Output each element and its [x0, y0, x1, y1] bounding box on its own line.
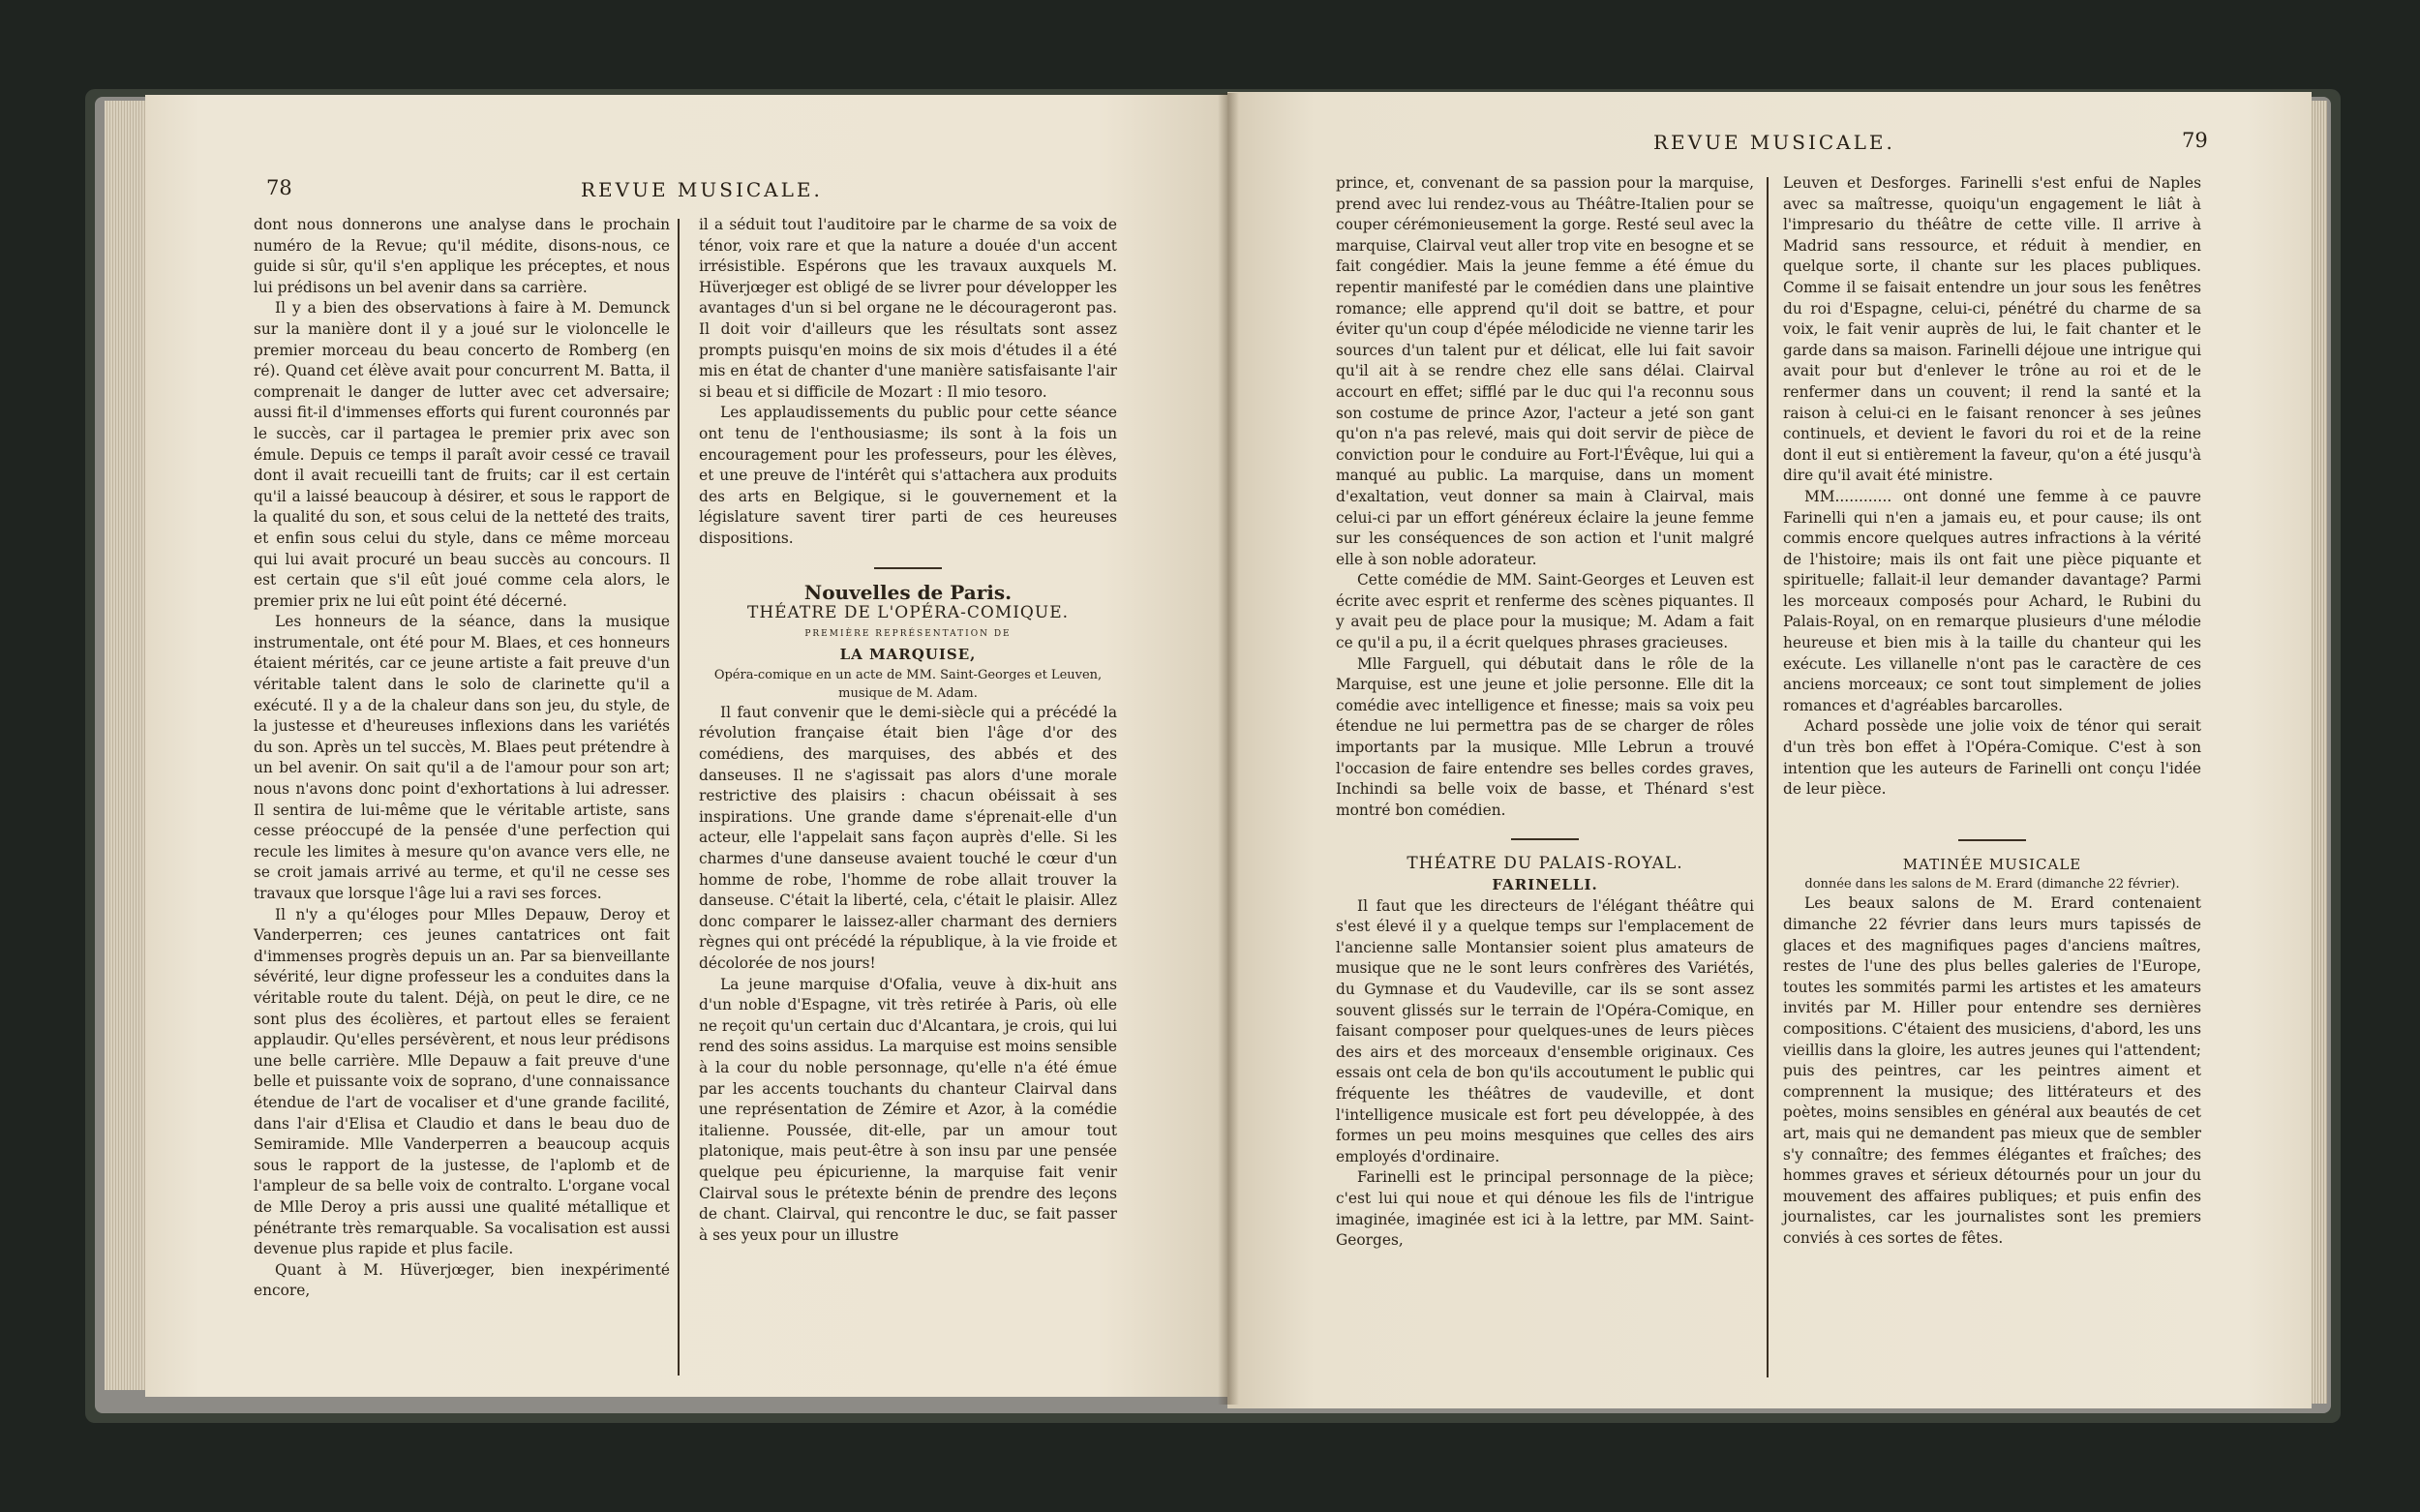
section-title: Nouvelles de Paris. [803, 580, 1013, 604]
column-rule [678, 219, 680, 1376]
paragraph: Il faut convenir que le demi-siècle qui a précédé la révolution française était bien l'âge d'or des comédiens, des marquises, des abbés et des danseuses. Il ne s'agissait pas alors d'une morale restrictive des plaisirs : chacun obéissait à ses inspirations. Une grande dame s'éprenait-elle d'un acteur, elle l'appelait sans façon auprès d'elle. Si les charmes d'une danseuse avaient touché le cœur d'un homme de robe, l'homme de robe allait trouver la danseuse. C'était la liberté, cela, c'était le plaisir. Allez donc comparer le laissez-aller charmant des derniers règnes qui ont précédé la république, à la vie froide et décolorée de nos jours! [699, 703, 1117, 972]
running-head: REVUE MUSICALE. [1653, 131, 1895, 154]
paragraph: Quant à M. Hüverjœger, bien inexpérimenté encore, [254, 1260, 670, 1300]
matinee-subtitle: donnée dans les salons de M. Erard (dimanche 22 février). [1804, 877, 2180, 892]
work-title: LA MARQUISE, [839, 646, 977, 664]
column-rule [1767, 177, 1769, 1377]
paragraph: Cette comédie de MM. Saint-Georges et Leuven est écrite avec esprit et renferme des scènes piquantes. Il y avait peu de place pour la musique; M. Adam a fait ce qu'il a pu, il a écrit quelques phrases gracieuses. [1336, 571, 1754, 652]
separator-rule [874, 567, 942, 569]
work-title: FARINELLI. [1492, 876, 1598, 893]
left-page-stack [105, 101, 149, 1390]
paragraph: Mlle Farguell, qui débutait dans le rôle de la Marquise, est une jeune et jolie personne. Elle dit la comédie avec intelligence et finesse; mais sa voix peu étendue ne lui permettra pas de se charger de rôles importants par la musique. Mlle Lebrun a trouvé l'occasion de faire entendre ses belles cordes graves, Inchindi sa belle voix de basse, et Thénard s'est montré bon comédien. [1336, 654, 1754, 819]
paragraph: Les honneurs de la séance, dans la musique instrumentale, ont été pour M. Blaes, et ces honneurs étaient mérités, car ce jeune artiste a fait preuve d'un véritable talent dans le solo de clarinette qu'il a exécuté. Il y a de la chaleur dans son jeu, du style, de la justesse et d'heureuses inflexions dans les variétés du son. Après un tel succès, M. Blaes peut prétendre à un bel avenir. On sait qu'il a de l'amour pour son art; nous n'avons donc point d'exhortations à lui adresser. Il sentira de lui-même que le véritable artiste, sans cesse préoccupé de la pensée d'une perfection qui recule les limites à mesure qu'on avance vers elle, ne se croit jamais arrivé au terme, et qu'il ne cesse ses travaux que lorsque l'âge lui a ravi ses forces. [254, 613, 670, 902]
paragraph: Les beaux salons de M. Erard contenaient dimanche 22 février dans leurs murs tapissés de glaces et des magnifiques pages d'anciens maîtres, restes de l'une des plus belles galeries de l'Europe, toutes les sommités parmi les artistes et les amateurs invités par M. Hiller pour entendre ses dernières compositions. C'étaient des musiciens, d'abord, les uns vieillis dans la gloire, les autres jeunes qui l'attendent; puis des peintres, car les peintres aiment et comprennent la musique; des littérateurs et des poètes, moins sensibles en général aux beautés de cet art, mais qui ne demandent pas mieux que de sembler s'y connaître; des femmes élégantes et fraîches; des hommes graves et sérieux détournés pour un jour du mouvement des affaires publiques; et puis enfin des journalistes, car les journalistes sont les premiers conviés à ces sortes de fêtes. [1783, 894, 2201, 1247]
paragraph: MM............ ont donné une femme à ce pauvre Farinelli qui n'en a jamais eu, et pour cause; ils ont commis encore quelques autres infractions à la vérité de l'histoire; mais ils ont fait une pièce piquante et spirituelle; fallait-il leur demander davantage? Parmi les morceaux composés pour Achard, le Rubini du Palais-Royal, on en remarque plusieurs d'une mélodie heureuse et bien mis à la taille du chanteur qui les exécute. Les villanelle n'ont pas le caractère de ces anciens morceaux; ce sont tout simplement de jolies romances et d'agréables barcarolles. [1783, 487, 2201, 714]
matinee-title: MATINÉE MUSICALE [1902, 855, 2082, 873]
left-page [145, 95, 1227, 1397]
running-head: REVUE MUSICALE. [581, 178, 823, 201]
column-2 [1783, 173, 2201, 1250]
paragraph: Achard possède une jolie voix de ténor qui serait d'un très bon effet à l'Opéra-Comique. C'est à son intention que les auteurs de Farinelli ont conçu l'idée de leur pièce. [1783, 717, 2201, 799]
page-number: 79 [2182, 129, 2208, 152]
theatre-title: THÉATRE DE L'OPÉRA-COMIQUE. [746, 603, 1070, 623]
paragraph: La jeune marquise d'Ofalia, veuve à dix-huit ans d'un noble d'Espagne, vit très retirée à Paris, où elle ne reçoit qu'un certain duc d'Alcantara, je crois, qui lui rend des soins assidus. La marquise est moins sensible à la cour du noble personnage, qu'elle n'a été émue par les accents touchants du chanteur Clairval dans une représentation de Zémire et Azor, à la comédie italienne. Poussée, dit-elle, par un amour tout platonique, mais peut-être à son insu par une pensée quelque peu épicurienne, la marquise fait venir Clairval sous le prétexte bénin de prendre des leçons de chant. Clairval, qui rencontre le duc, se fait passer à ses yeux pour un illustre [699, 975, 1117, 1244]
column-1 [1336, 173, 1754, 1252]
paragraph: Les applaudissements du public pour cette séance ont tenu de l'enthousiasme; ils sont à la fois un encouragement pour les professeurs, pour les élèves, et une preuve de l'intérêt qui s'attachera aux produits des arts en Belgique, si le gouvernement et la législature savent tirer parti de ces heureuses dispositions. [699, 404, 1117, 547]
page-number: 78 [266, 176, 292, 199]
book-gutter [1218, 93, 1239, 1405]
paragraph: prince, et, convenant de sa passion pour la marquise, prend avec lui rendez-vous au Théâtre-Italien pour se couper cérémonieusement la gorge. Resté seul avec la marquise, Clairval veut aller trop vite en besogne et se fait congédier. Mais la jeune femme a été émue du repentir manifesté par le comédien dans une plaintive romance; elle apprend qu'il doit se battre, et pour éviter qu'un coup d'épée mélodicide ne vienne tarir les sources d'un talent pur et délicat, elle lui fait savoir qu'il ait à se rendre chez elle sans délai. Clairval accourt en effet; sifflé par le duc qui l'a reconnu sous son costume de prince Azor, l'acteur a jeté son gant qu'on n'a pas relevé, mais qui doit servir de pièce de conviction pour le conduire au Fort-l'Évêque, lui qui a manqué au public. La marquise, dans un moment d'exaltation, veut donner sa main à Clairval, mais celui-ci par un effort généreux éclaire la jeune femme sur les conséquences de son action et l'unit malgré elle à son noble adorateur. [1336, 174, 1754, 568]
premiere-label: PREMIÈRE REPRÉSENTATION DE [804, 628, 1012, 639]
paragraph: dont nous donnerons une analyse dans le prochain numéro de la Revue; qu'il médite, disons-nous, ce guide si sûr, qu'il s'en applique les préceptes, et nous lui prédisons un bel avenir dans sa carrière. [254, 216, 670, 296]
paragraph: il a séduit tout l'auditoire par le charme de sa voix de ténor, voix rare et que la nature a douée d'un accent irrésistible. Espérons que les travaux auxquels M. Hüverjœger est obligé de se livrer pour développer les avantages d'un si bel organe ne le décourageront pas. Il doit voir d'ailleurs que les résultats sont assez prompts puisqu'en moins de six mois d'études il a été mis en état de chanter d'une manière satisfaisante l'air si beau et si difficile de Mozart : Il mio tesoro. [699, 216, 1117, 401]
paragraph: Il n'y a qu'éloges pour Mlles Depauw, Deroy et Vanderperren; ces jeunes cantatrices ont fait d'immenses progrès depuis un an. Par sa bienveillante sévérité, leur digne professeur les a conduites dans la véritable route du talent. Déjà, on peut le dire, ce ne sont plus des écolières, et partout elles se feraient applaudir. Qu'elles persévèrent, et nous leur prédisons une belle carrière. Mlle Depauw a fait preuve d'une belle et puissante voix de soprano, d'une connaissance étendue de l'art de vocaliser et d'une grande facilité, dans l'air d'Elisa et Claudio et dans le beau duo de Semiramide. Mlle Vanderperren a beaucoup acquis sous le rapport de la justesse, de l'aplomb et de l'ampleur de sa belle voix de contralto. L'organe vocal de Mlle Deroy a pris aussi une qualité métallique et pénétrante très remarquable. Sa vocalisation est aussi devenue plus rapide et plus facile. [254, 905, 670, 1258]
paragraph: Leuven et Desforges. Farinelli s'est enfui de Naples avec sa maîtresse, quoiqu'un engagement le liât à l'impresario du théâtre de cette ville. Il arrive à Madrid sans ressource, et réduit à mendier, en quelque sorte, il chante sur les places publiques. Comme il se faisait entendre un jour sous les fenêtres du roi d'Espagne, celui-ci, pénétré du charme de sa voix, le fait venir auprès de lui, le fait chanter et le garde dans sa maison. Farinelli déjoue une intrigue qui avait pour but d'enlever le trône au roi et de le renfermer dans un couvent; il rend la santé et la raison à celui-ci en le faisant renoncer à ses jeûnes continuels, et devient le favori du roi et de la reine dont il eut si entièrement la faveur, qu'on a été jusqu'à dire qu'il avait été ministre. [1783, 174, 2201, 485]
column-2 [699, 215, 1117, 1246]
paragraph: Farinelli est le principal personnage de la pièce; c'est lui qui noue et qui dénoue les fils de l'intrigue imaginée, imaginée est ici à la lettre, par MM. Saint-Georges, [1336, 1168, 1754, 1250]
paragraph: Il y a bien des observations à faire à M. Demunck sur la manière dont il y a joué sur le violoncelle le premier morceau du beau concerto de Romberg (en ré). Quand cet élève avait pour concurrent M. Batta, il comprenait le danger de lutter avec cet adversaire; aussi fit-il d'immenses efforts qui furent couronnés par le succès, car il partagea le premier prix avec son émule. Depuis ce temps il paraît avoir cessé ce travail dont il avait recueilli tant de fruits; car il est certain qu'il a laissé beaucoup à désirer, et sous le rapport de la qualité du son, et sous celui de la netteté des traits, et enfin sous celui du style, dans ce même morceau qui lui avait procuré un beau succès au concours. Il est certain que s'il eût joué comme cela alors, le premier prix ne lui eût point été décerné. [254, 299, 670, 610]
separator-rule [1511, 838, 1579, 840]
theatre-title: THÉATRE DU PALAIS-ROYAL. [1407, 854, 1683, 874]
column-1 [254, 215, 670, 1302]
right-page [1227, 92, 2312, 1408]
work-subtitle: Opéra-comique en un acte de MM. Saint-Georges et Leuven, musique de M. Adam. [713, 667, 1103, 701]
paragraph: Il faut que les directeurs de l'élégant théâtre qui s'est élevé il y a quelque temps sur l'emplacement de l'ancienne salle Montansier soient plus amateurs de musique que ne le sont leurs confrères des Variétés, du Gymnase et du Vaudeville, car ils se sont assez souvent glissés sur le terrain de l'Opéra-Comique, en faisant composer pour quelques-unes de leurs pièces des airs et des morceaux d'ensemble originaux. Ces essais ont cela de bon qu'ils accoutument le public qui fréquente les théâtres de vaudeville, et dont l'intelligence musicale est fort peu développée, à des formes un peu moins mesquines que celles des airs employés d'ordinaire. [1336, 896, 1754, 1165]
separator-rule [1958, 839, 2026, 841]
